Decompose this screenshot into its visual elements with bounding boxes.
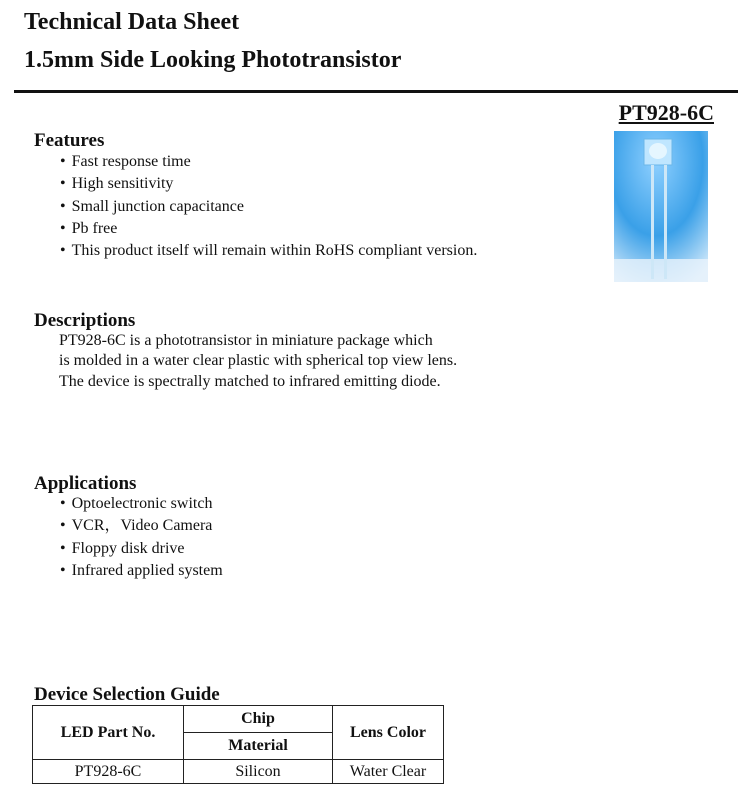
description-line: The device is spectrally matched to infrared emitting diode. bbox=[59, 372, 441, 390]
descriptions-body bbox=[59, 331, 457, 392]
description-line: PT928-6C is a phototransistor in miniature package which bbox=[59, 332, 433, 349]
applications-list bbox=[60, 493, 223, 582]
list-item: • Small junction capacitance bbox=[60, 196, 477, 218]
cell-lens: Water Clear bbox=[333, 760, 444, 784]
applications-heading: Applications bbox=[34, 473, 137, 494]
list-item: • Fast response time bbox=[60, 151, 477, 173]
header-divider bbox=[14, 90, 738, 93]
cell-part: PT928-6C bbox=[33, 760, 184, 784]
list-item: • High sensitivity bbox=[60, 173, 477, 195]
descriptions-heading: Descriptions bbox=[34, 310, 136, 331]
list-item: • Pb free bbox=[60, 218, 477, 240]
selection-guide-heading: Device Selection Guide bbox=[34, 684, 220, 705]
description-line: is molded in a water clear plastic with spherical top view lens. bbox=[59, 352, 458, 370]
cell-material: Silicon bbox=[184, 760, 333, 784]
document-subtitle: 1.5mm Side Looking Phototransistor bbox=[24, 47, 402, 73]
document-title: Technical Data Sheet bbox=[24, 9, 240, 35]
col-header-chip: Chip bbox=[184, 706, 333, 733]
col-header-material: Material bbox=[184, 733, 333, 760]
list-item: • Infrared applied system bbox=[60, 560, 223, 582]
list-item: • Optoelectronic switch bbox=[60, 493, 223, 515]
part-number: PT928-6C bbox=[618, 100, 714, 125]
phototransistor-photo-icon bbox=[614, 131, 708, 282]
col-header-lens: Lens Color bbox=[333, 706, 444, 760]
list-item: • This product itself will remain within RoHS compliant version. bbox=[60, 240, 477, 262]
selection-guide-table bbox=[32, 705, 444, 784]
table-row bbox=[33, 760, 444, 784]
list-item: • Floppy disk drive bbox=[60, 538, 223, 560]
list-item: • VCR，Video Camera bbox=[60, 515, 223, 537]
features-list bbox=[60, 151, 477, 262]
features-heading: Features bbox=[34, 130, 105, 151]
col-header-part: LED Part No. bbox=[33, 706, 184, 760]
